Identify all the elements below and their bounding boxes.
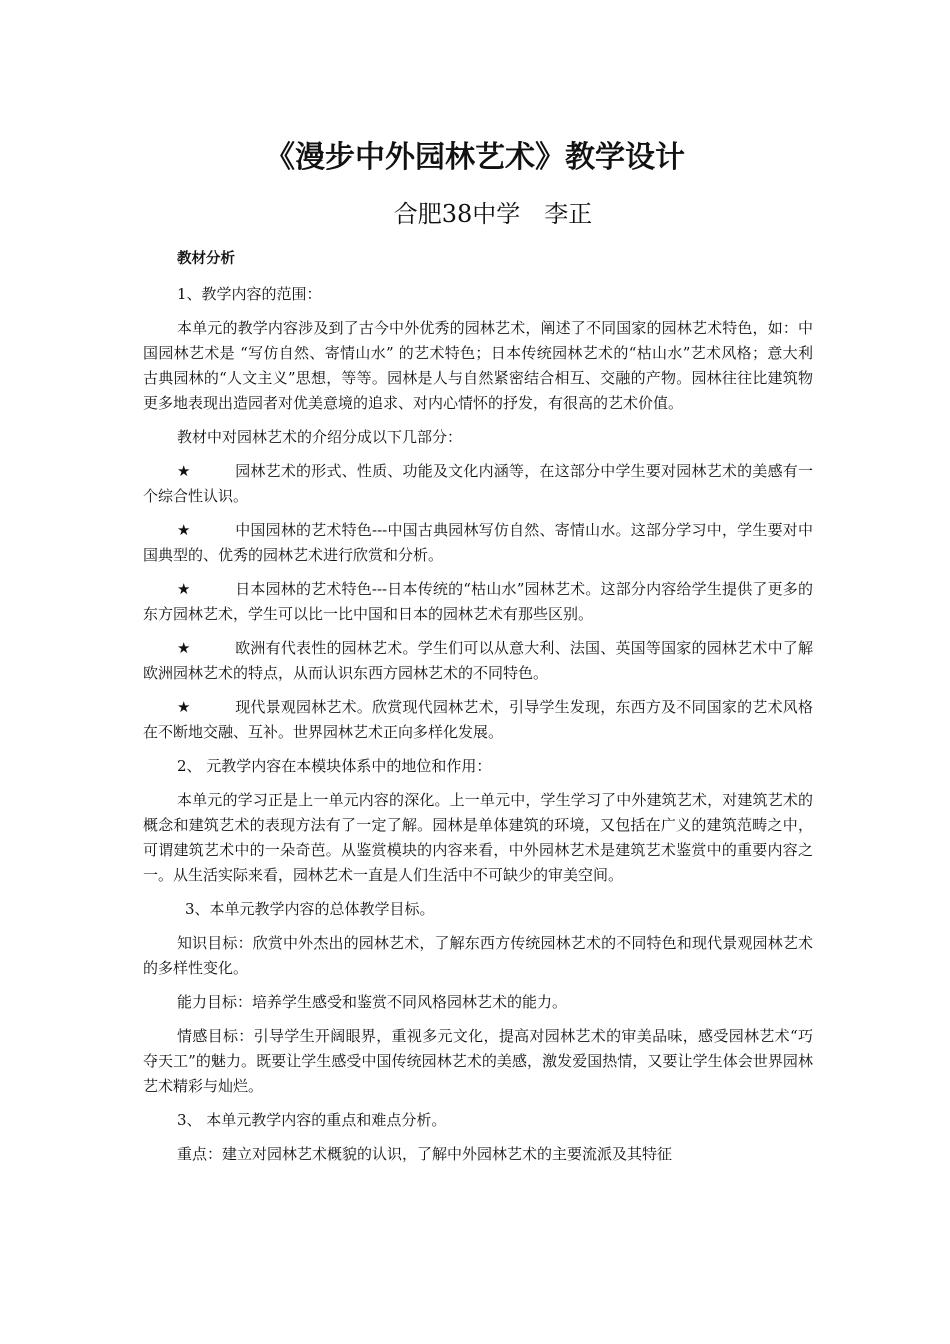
- paragraph-5: 能力目标：培养学生感受和鉴赏不同风格园林艺术的能力。: [177, 993, 568, 1011]
- star-item-text: 中国园林的艺术特色---中国古典园林写仿自然、寄情山水。这部分学习中，学生要对中国典型的、优秀的园林艺术进行欣赏和分析。: [143, 521, 813, 564]
- star-item-text: 园林艺术的形式、性质、功能及文化内涵等，在这部分中学生要对园林艺术的美感有一个综合性认识。: [143, 462, 813, 505]
- list-item-4: 3、 本单元教学内容的重点和难点分析。: [177, 1111, 447, 1129]
- section-heading: 教材分析: [177, 251, 235, 267]
- document-subtitle: 合肥38中学 李正: [393, 200, 593, 228]
- paragraph-4: 知识目标：欣赏中外杰出的园林艺术，了解东西方传统园林艺术的不同特色和现代景观园林艺术的多样性变化。: [143, 934, 813, 977]
- paragraph-2: 教材中对园林艺术的介绍分成以下几部分：: [177, 428, 463, 446]
- star-icon: ★: [177, 698, 191, 716]
- star-item: [143, 459, 813, 509]
- star-icon: ★: [177, 462, 191, 480]
- paragraph-7: 重点：建立对园林艺术概貌的认识，了解中外园林艺术的主要流派及其特征: [177, 1145, 673, 1163]
- list-item-1: 1、教学内容的范围：: [177, 285, 322, 303]
- star-icon: ★: [177, 521, 191, 539]
- star-item: [143, 518, 813, 568]
- paragraph-1: 本单元的教学内容涉及到了古今中外优秀的园林艺术，阐述了不同国家的园林艺术特色，如：中国园林艺术是 “写仿自然、寄情山水” 的艺术特色；日本传统园林艺术的“枯山水”艺术风格；意大利古典园林的“人文主义”思想，等等。园林是人与自然紧密结合相互、交融的产物。园林往往比建筑物更多地表现出造园者对优美意境的追求、对内心情怀的抒发，有很高的艺术价值。: [143, 319, 813, 412]
- star-item: [143, 577, 813, 627]
- star-item: [143, 636, 813, 686]
- star-icon: ★: [177, 580, 191, 598]
- star-icon: ★: [177, 639, 191, 657]
- paragraph-3: 本单元的学习正是上一单元内容的深化。上一单元中，学生学习了中外建筑艺术，对建筑艺术的概念和建筑艺术的表现方法有了一定了解。园林是单体建筑的环境，又包括在广义的建筑范畴之中，可谓建筑艺术中的一朵奇芭。从鉴赏模块的内容来看，中外园林艺术是建筑艺术鉴赏中的重要内容之一。从生活实际来看，园林艺术一直是人们生活中不可缺少的审美空间。: [143, 791, 813, 884]
- document-title: 《漫步中外园林艺术》教学设计: [265, 140, 685, 175]
- star-item-text: 欧洲有代表性的园林艺术。学生们可以从意大利、法国、英国等国家的园林艺术中了解欧洲园林艺术的特点，从而认识东西方园林艺术的不同特色。: [143, 639, 813, 682]
- star-item: [143, 695, 813, 745]
- list-item-2: 2、 元教学内容在本模块体系中的地位和作用：: [177, 757, 492, 775]
- list-item-3: 3、本单元教学内容的总体教学目标。: [185, 900, 435, 918]
- document-body: [143, 247, 813, 1176]
- paragraph-6: 情感目标：引导学生开阔眼界，重视多元文化，提高对园林艺术的审美品味，感受园林艺术“巧夺天工”的魅力。既要让学生感受中国传统园林艺术的美感，激发爱国热情，又要让学生体会世界园林艺术精彩与灿烂。: [143, 1027, 813, 1095]
- star-item-text: 日本园林的艺术特色---日本传统的“枯山水”园林艺术。这部分内容给学生提供了更多的东方园林艺术，学生可以比一比中国和日本的园林艺术有那些区别。: [143, 580, 813, 623]
- star-item-text: 现代景观园林艺术。欣赏现代园林艺术，引导学生发现，东西方及不同国家的艺术风格在不断地交融、互补。世界园林艺术正向多样化发展。: [143, 698, 813, 741]
